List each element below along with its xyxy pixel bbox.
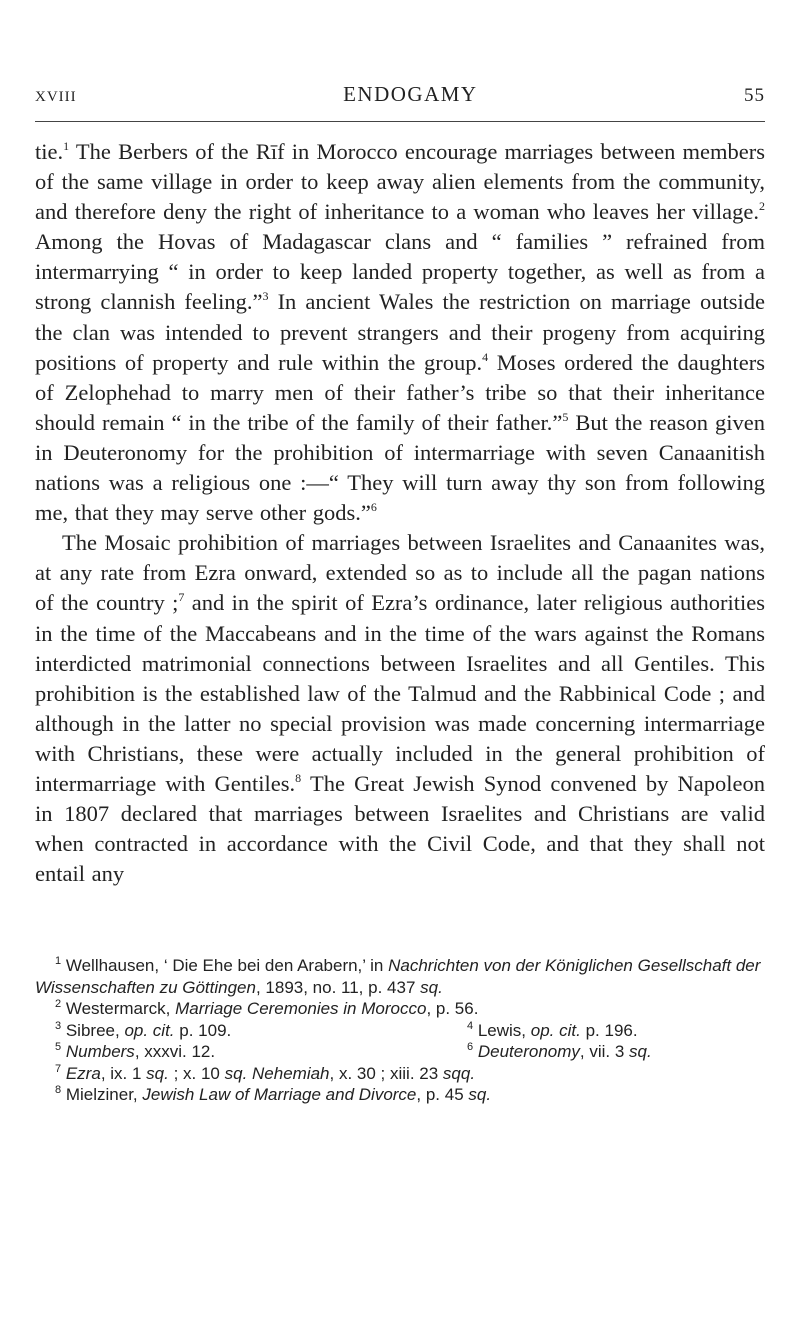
footnote-ref-2: 2: [759, 199, 765, 214]
running-title: ENDOGAMY: [343, 82, 478, 106]
footnote-ref-1: 1: [63, 139, 70, 153]
footnote-5: $^5$ Numbers, xxxvi. 12.: [55, 1041, 216, 1061]
footnote-ref-7: 7: [178, 590, 185, 605]
footnote-3: $^3$ Sibree, op. cit. p. 109.: [55, 1019, 232, 1040]
footnote-ref-8: 8: [295, 770, 302, 785]
paragraph-1: tie.$^1$ The Berbers of the Rīf in Morocco encourage marriages between members of the same village in order to keep away alien elements from the community, and therefore deny the right of inheritance to a woman who leaves her village.$^2$ Among the Hovas of Madagascar clans and “ families ” refrained from intermarrying “ in order to keep landed property together, as well as from a strong clannish feeling.”$^3$ In ancient Wales the restriction on marriage outside the clan was intended to prevent strangers and their progeny from acquiring positions of property and rule within the group.$^4$ Moses ordered the daughters of Zelophehad to marry men of their father’s tribe so that their inheritance should remain “ in the tribe of the family of their father.”$^5$ But the reason given in Deuteronomy for the prohibition of intermarriage with seven Canaanitish nations was a religious one :—“ They will turn away thy son from following me, that they may serve other gods.”$^6$: [35, 139, 765, 526]
footnote-row-3-4: [35, 1020, 765, 1042]
footnote-ref-3: 3: [262, 289, 269, 304]
page-number: 55: [744, 85, 765, 106]
main-text: [35, 137, 765, 889]
footnote-1: $^1$ Wellhausen, ‘ Die Ehe bei den Arabern,’ in Nachrichten von der Königlichen Gesellschaft der Wissenschaften zu Göttingen, 1893, no. 11, p. 437 sq.: [35, 955, 761, 997]
chapter-number: XVIII: [35, 89, 77, 105]
footnote-7: $^7$ Ezra, ix. 1 sq. ; x. 10 sq. Nehemiah, x. 30 ; xiii. 23 sqq.: [55, 1062, 476, 1083]
footnote-ref-6: 6: [370, 500, 377, 515]
footnote-8: $^8$ Mielziner, Jewish Law of Marriage and Divorce, p. 45 sq.: [55, 1084, 492, 1104]
paragraph-2: The Mosaic prohibition of marriages between Israelites and Canaanites was, at any rate from Ezra onward, extended so as to include all the pagan nations of the country ;$^7$ and in the spirit of Ezra’s ordinance, later religious authorities in the time of the Maccabeans and in the time of the wars against the Romans interdicted matrimonial connections between Israelites and all Gentiles. This prohibition is the established law of the Talmud and the Rabbinical Code ; and although in the latter no special provision was made concerning intermarriage with Christians, these were actually included in the general prohibition of intermarriage with Gentiles.$^8$ The Great Jewish Synod convened by Napoleon in 1807 declared that marriages between Israelites and Christians are valid when contracted in accordance with the Civil Code, and that they shall not entail any: [35, 530, 765, 887]
footnote-4: $^4$ Lewis, op. cit. p. 196.: [467, 1019, 638, 1040]
running-header: [35, 82, 765, 107]
footnotes: [35, 955, 765, 1106]
footnote-6: $^6$ Deuteronomy, vii. 3 sq.: [467, 1041, 652, 1061]
footnote-row-5-6: [35, 1041, 765, 1063]
footnote-2: $^2$ Westermarck, Marriage Ceremonies in Morocco, p. 56.: [55, 998, 479, 1018]
footnote-ref-4: 4: [482, 349, 489, 364]
header-rule: [35, 121, 765, 122]
footnote-ref-5: 5: [562, 409, 569, 424]
